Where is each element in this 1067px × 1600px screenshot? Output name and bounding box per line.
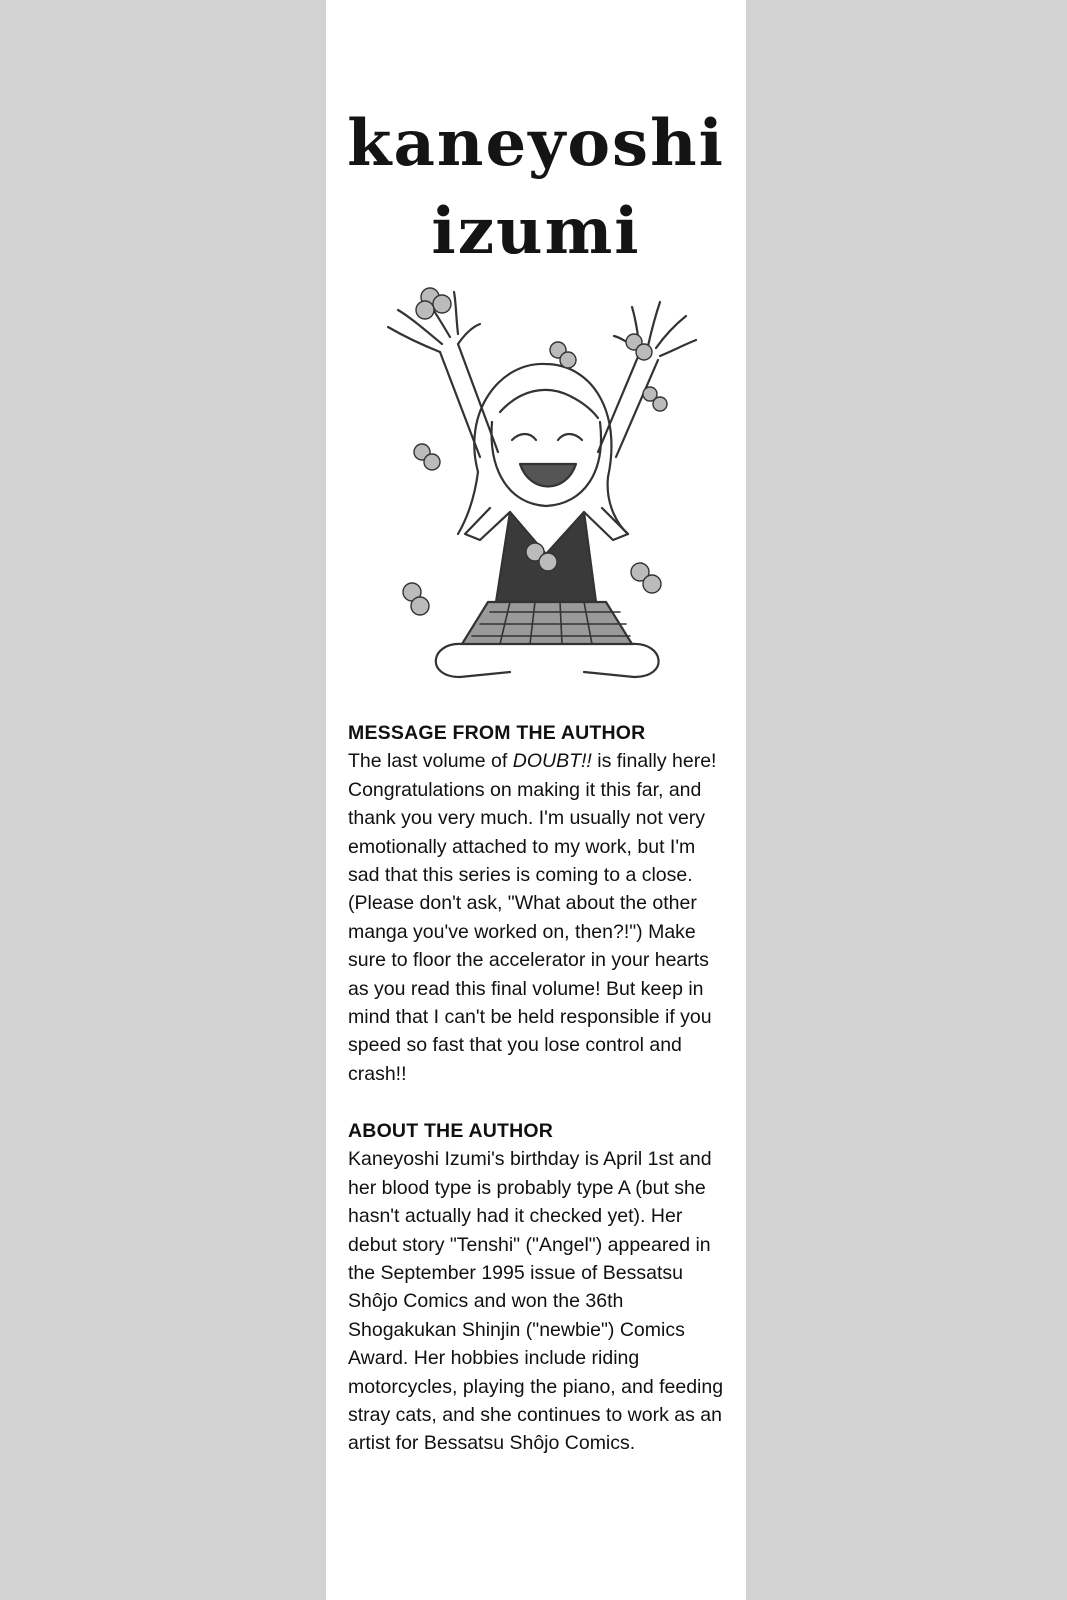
message-section [348,719,728,1088]
series-title: DOUBT!! [512,750,592,773]
author-name-line-1: kaneyoshi [347,106,725,181]
about-section [348,1117,728,1458]
about-heading: ABOUT THE AUTHOR [348,1120,554,1142]
message-text-end: is finally here! Congratulations on making it this far, and thank you very much. I'm usually not very emotionally attached to my work, but I'm sad that this series is coming to a close. (Please don't ask, "What about the other manga you've worked on, then?!") Make sure to floor the accelerator in your hearts as you read this final volume! But keep in mind that I can't be held responsible if you speed so fast that you lose control and crash!! [348,750,717,1085]
page-strip [326,0,746,1600]
message-text-start: The last volume of [348,750,513,773]
message-heading: MESSAGE FROM THE AUTHOR [348,722,646,744]
message-paragraph [348,747,728,1088]
author-name-line-2: izumi [431,194,641,269]
about-paragraph: Kaneyoshi Izumi's birthday is April 1st and her blood type is probably type A (but she hasn't actually had it checked yet). Her debut story "Tenshi" ("Angel") appeared in the September 1995 issue of Bessatsu Shôjo Comics and won the 36th Shogakukan Shinjin ("newbie") Comics Award. Her hobbies include riding motorcycles, playing the piano, and feeding stray cats, and she continues to work as an artist for Bessatsu Shôjo Comics. [348,1148,724,1455]
author-illustration [370,272,700,692]
